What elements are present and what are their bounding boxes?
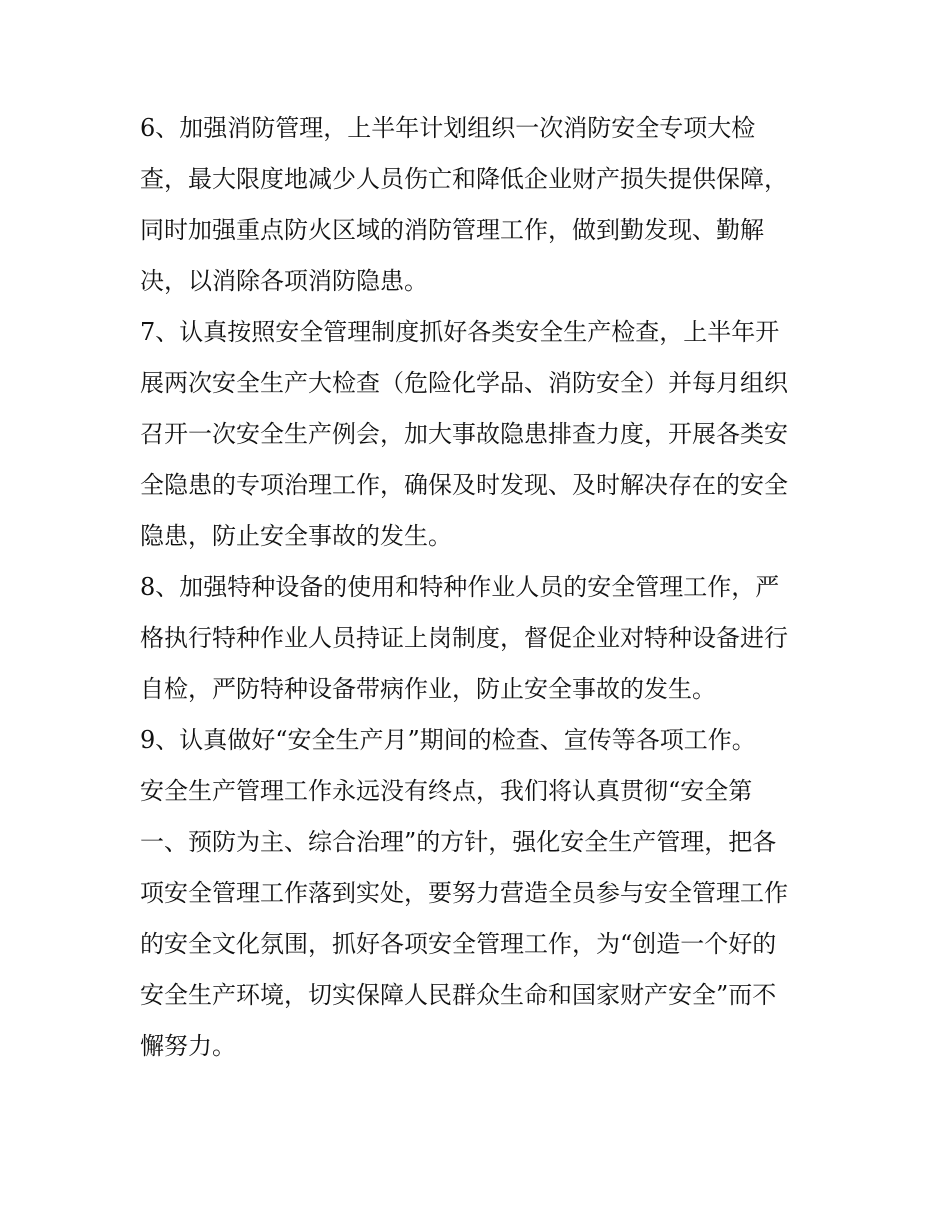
text-line: 7、认真按照安全管理制度抓好各类安全生产检查，上半年开 xyxy=(140,318,780,346)
text-line: 查，最大限度地减少人员伤亡和降低企业财产损失提供保障， xyxy=(140,165,788,193)
text-line: 6、加强消防管理，上半年计划组织一次消防安全专项大检 xyxy=(140,114,756,142)
text-line: 8、加强特种设备的使用和特种作业人员的安全管理工作，严 xyxy=(140,573,780,601)
text-line: 全隐患的专项治理工作，确保及时发现、及时解决存在的安全 xyxy=(140,471,788,499)
text-line: 展两次安全生产大检查（危险化学品、消防安全）并每月组织 xyxy=(140,369,788,397)
text-line: 9、认真做好“安全生产月”期间的检查、宣传等各项工作。 xyxy=(140,726,756,754)
text-line: 自检，严防特种设备带病作业，防止安全事故的发生。 xyxy=(140,675,716,703)
text-line: 一、预防为主、综合治理”的方针，强化安全生产管理，把各 xyxy=(140,828,777,856)
text-line: 同时加强重点防火区域的消防管理工作，做到勤发现、勤解 xyxy=(140,216,764,244)
text-line: 隐患，防止安全事故的发生。 xyxy=(140,522,452,550)
text-line: 的安全文化氛围，抓好各项安全管理工作，为“创造一个好的 xyxy=(140,930,777,958)
text-line: 决，以消除各项消防隐患。 xyxy=(140,267,428,295)
text-line: 懈努力。 xyxy=(140,1032,236,1060)
text-line: 安全生产管理工作永远没有终点，我们将认真贯彻“安全第 xyxy=(140,777,753,805)
text-line: 项安全管理工作落到实处，要努力营造全员参与安全管理工作 xyxy=(140,879,788,907)
text-line: 格执行特种作业人员持证上岗制度，督促企业对特种设备进行 xyxy=(140,624,788,652)
text-line: 召开一次安全生产例会，加大事故隐患排查力度，开展各类安 xyxy=(140,420,788,448)
document-body xyxy=(140,103,820,1072)
text-line: 安全生产环境，切实保障人民群众生命和国家财产安全”而不 xyxy=(140,981,777,1009)
